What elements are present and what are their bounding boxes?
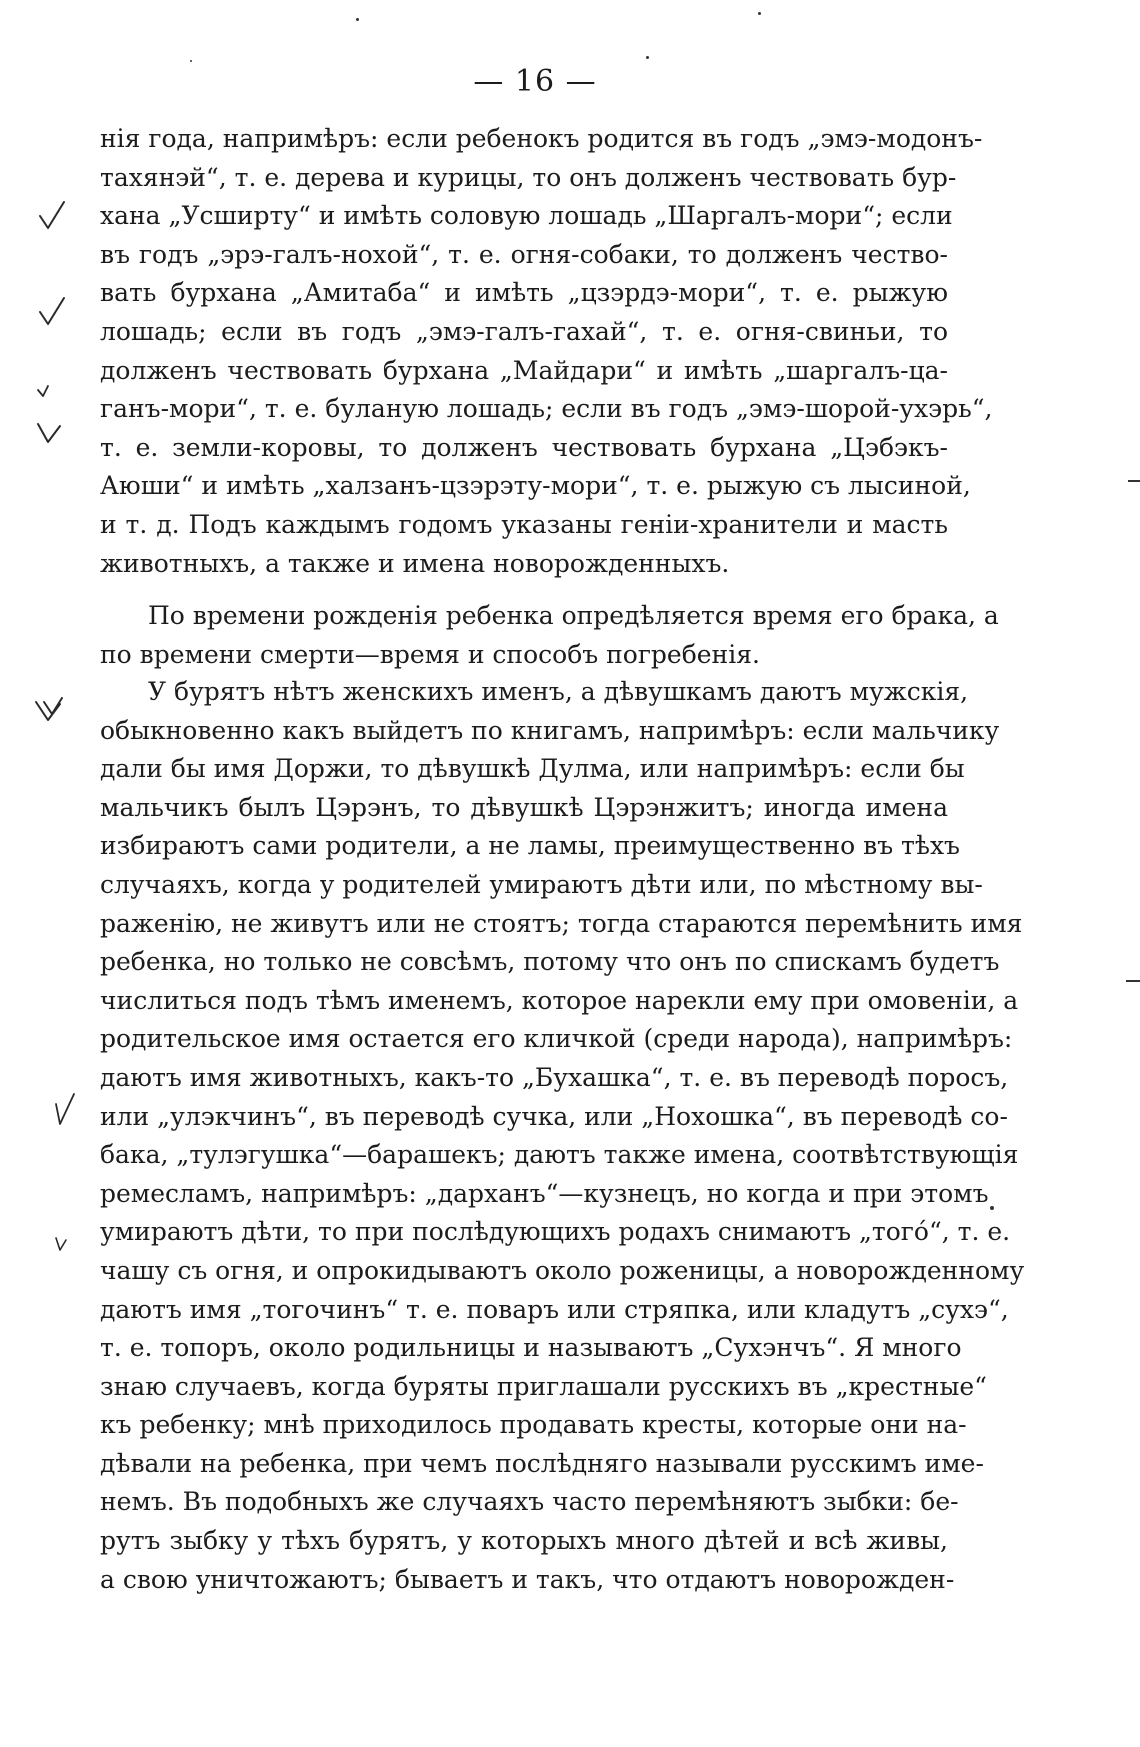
checkmark-icon <box>34 1092 74 1132</box>
text-line: случаяхъ, когда у родителей умираютъ дѣти или, по мѣстному вы- <box>100 869 983 899</box>
text-line: даютъ имя „тогочинъ“ т. е. поваръ или стряпка, или кладутъ „сухэ“, <box>100 1294 1009 1324</box>
text-line: раженію, не живутъ или не стоятъ; тогда стараются перемѣнить имя <box>100 908 1023 938</box>
text-line: хана „Усширту“ и имѣть соловую лошадь „Шаргалъ-мори“; если <box>100 201 953 231</box>
text-line: рутъ зыбку у тѣхъ бурятъ, у которыхъ много дѣтей и всѣ живы, <box>100 1526 948 1556</box>
text-line: и т. д. Подъ каждымъ годомъ указаны геніи-хранители и масть <box>100 509 948 539</box>
text-line: или „улэкчинъ“, въ переводѣ сучка, или „Нохошка“, въ переводѣ со- <box>100 1101 1008 1131</box>
scan-speck <box>990 1206 994 1210</box>
text-line: родительское имя остается его кличкой (среди народа), напримѣръ: <box>100 1024 1013 1054</box>
scan-speck <box>758 12 761 15</box>
checkmark-icon <box>34 292 74 332</box>
text-line: избираютъ сами родители, а не ламы, преимущественно въ тѣхъ <box>100 831 960 861</box>
text-line: ганъ-мори“, т. е. буланую лошадь; если въ годъ „эмэ-шорой-ухэрь“, <box>100 394 993 424</box>
text-line: тахянэй“, т. е. дерева и курицы, то онъ долженъ чествовать бур- <box>100 162 957 192</box>
text-line: т. е. земли-коровы, то долженъ чествовать бурхана „Цэбэкъ- <box>100 432 948 462</box>
paragraph-1 <box>100 120 993 583</box>
text-line: а свою уничтожаютъ; бываетъ и такъ, что отдаютъ новорожден- <box>100 1564 955 1594</box>
text-line: мальчикъ былъ Цэрэнъ, то дѣвушкѣ Цэрэнжитъ; иногда имена <box>100 792 948 822</box>
double-check-icon <box>34 692 74 732</box>
text-line: немъ. Въ подобныхъ же случаяхъ часто перемѣняютъ зыбки: бе- <box>100 1487 959 1517</box>
tick-small-icon <box>34 1232 74 1272</box>
page-number: — 16 — <box>473 64 597 99</box>
text-line: бака, „тулэгушка“—барашекъ; даютъ также имена, соотвѣтствующія <box>100 1140 1019 1170</box>
text-line: По времени рожденія ребенка опредѣляется время его брака, а <box>148 601 999 630</box>
text-line: нія года, напримѣръ: если ребенокъ родится въ годъ „эмэ-модонъ- <box>100 124 983 153</box>
text-line: по времени смерти—время и способъ погребенія. <box>100 639 760 669</box>
text-line: умираютъ дѣти, то при послѣдующихъ родахъ снимаютъ „тогó“, т. е. <box>100 1217 1011 1247</box>
scan-speck <box>646 56 649 59</box>
text-line: даютъ имя животныхъ, какъ-то „Бухашка“, т. е. въ переводѣ поросъ, <box>100 1062 1009 1092</box>
text-line: У бурятъ нѣтъ женскихъ именъ, а дѣвушкамъ даютъ мужскія, <box>148 677 969 706</box>
text-line: обыкновенно какъ выйдетъ по книгамъ, напримѣръ: если мальчику <box>100 715 1000 745</box>
edge-mark <box>1126 980 1140 982</box>
paragraph-3 <box>100 673 1025 1599</box>
text-line: дѣвали на ребенка, при чемъ послѣдняго называли русскимъ име- <box>100 1448 984 1478</box>
text-line: знаю случаевъ, когда буряты приглашали русскихъ въ „крестные“ <box>100 1371 987 1401</box>
scan-speck <box>190 60 192 62</box>
text-line: вать бурхана „Амитаба“ и имѣть „цзэрдэ-мори“, т. е. рыжую <box>100 278 948 308</box>
text-line: къ ребенку; мнѣ приходилось продавать кресты, которые они на- <box>100 1410 967 1440</box>
text-line: т. е. топоръ, около родильницы и называютъ „Сухэнчъ“. Я много <box>100 1333 962 1363</box>
text-line: Аюши“ и имѣть „халзанъ-цзэрэту-мори“, т. е. рыжую съ лысиной, <box>100 471 971 501</box>
tick-small-icon <box>34 372 74 412</box>
edge-mark <box>1128 480 1140 482</box>
text-line: долженъ чествовать бурхана „Майдари“ и имѣть „шаргалъ-ца- <box>100 355 948 385</box>
text-line: въ годъ „эрэ-галъ-нохой“, т. е. огня-собаки, то долженъ чество- <box>100 239 948 269</box>
checkmark-icon <box>34 196 74 236</box>
text-line: ремесламъ, напримѣръ: „дарханъ“—кузнецъ, но когда и при этомъ <box>100 1178 989 1208</box>
text-line: чашу съ огня, и опрокидываютъ около роженицы, а новорожденному <box>100 1255 1025 1285</box>
checkmark-icon <box>34 412 74 452</box>
scan-speck <box>356 18 359 21</box>
text-line: дали бы имя Доржи, то дѣвушкѣ Дулма, или напримѣръ: если бы <box>100 754 965 784</box>
text-line: ребенка, но только не совсѣмъ, потому что онъ по спискамъ будетъ <box>100 947 1000 977</box>
text-line: лошадь; если въ годъ „эмэ-галъ-гахай“, т. е. огня-свиньи, то <box>100 316 948 346</box>
text-line: животныхъ, а также и имена новорожденныхъ. <box>100 548 730 578</box>
paragraph-2 <box>100 597 999 674</box>
text-line: числиться подъ тѣмъ именемъ, которое нарекли ему при омовеніи, а <box>100 985 1019 1015</box>
